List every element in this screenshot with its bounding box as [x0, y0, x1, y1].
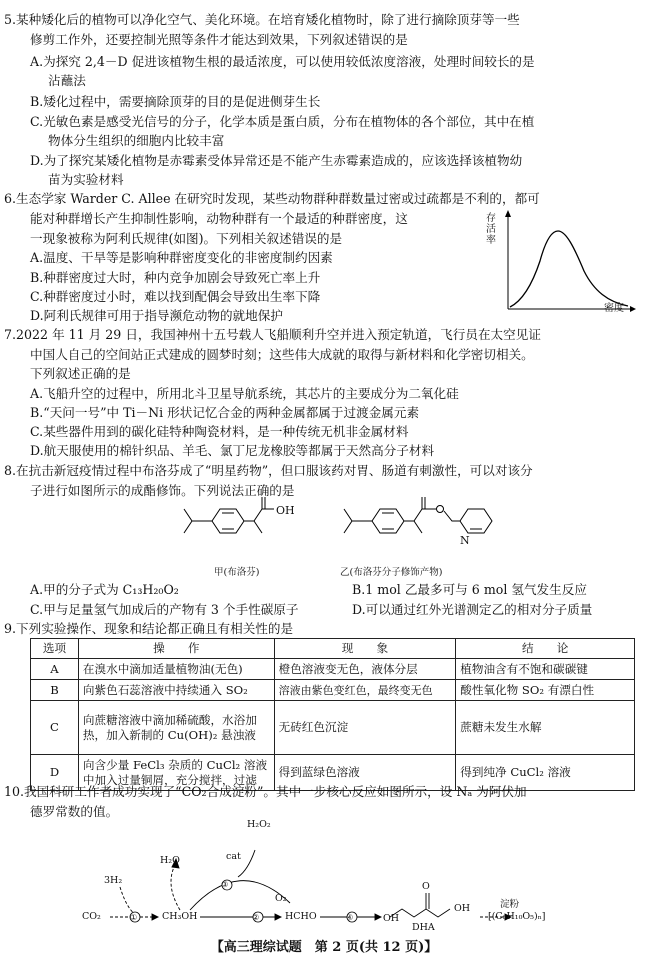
experiment-table	[30, 638, 635, 791]
label-step1: ①	[130, 913, 138, 922]
table-cell: B	[31, 680, 79, 701]
q5-option-d-cont: 苗为实验材料	[48, 172, 124, 187]
reaction-diagram	[80, 815, 550, 935]
q5-option-a-cont: 沾蘸法	[48, 73, 86, 88]
label-step4: ④	[346, 913, 354, 922]
label-dha-oh1: OH	[383, 913, 400, 924]
q6-option-b: B.种群密度过大时，种内竞争加剧会导致死亡率上升	[30, 270, 321, 285]
q7-option-c: C.某些器件用到的碳化硅特种陶瓷材料，是一种传统无机非金属材料	[30, 424, 409, 439]
table-cell: A	[31, 659, 79, 680]
table-cell: 蔗糖未发生水解	[456, 701, 635, 755]
table-cell: 在溴水中滴加适量植物油(无色)	[78, 659, 274, 680]
q5-option-c-cont: 物体分生组织的细胞内比较丰富	[48, 133, 225, 148]
q8-option-c: C.甲与足量氢气加成后的产物有 3 个手性碳原子	[30, 602, 299, 617]
q8-stem: 8.在抗击新冠疫情过程中布洛芬成了“明星药物”，但口服该药对胃、肠道有刺激性，可以对该分	[4, 463, 533, 478]
table-cell: 溶液由紫色变红色，最终变无色	[274, 680, 456, 701]
label-step2: ②	[252, 913, 260, 922]
label-step3: ③	[221, 880, 229, 889]
molecule-ester	[340, 493, 530, 583]
table-cell: 向蔗糖溶液中滴加稀硫酸，水浴加热，加入新制的 Cu(OH)₂ 悬浊液	[78, 701, 274, 755]
label-h2o: H₂O	[160, 855, 180, 866]
label-cat: cat	[226, 851, 241, 862]
allee-graph	[486, 209, 636, 317]
survival-curve	[510, 231, 628, 307]
page-footer: 【高三理综试题 第 2 页(共 12 页)】	[210, 940, 438, 955]
q6-stem-cont: 能对种群增长产生抑制性影响，动物种群有一个最适的种群密度，这	[30, 211, 408, 226]
table-header: 结 论	[456, 639, 635, 659]
q7-option-d: D.航天服使用的棉针织品、羊毛、氯丁尼龙橡胶等都属于天然高分子材料	[30, 443, 435, 458]
q5-option-b: B.矮化过程中，需要摘除顶芽的目的是促进侧芽生长	[30, 94, 321, 109]
table-row	[31, 680, 635, 701]
graph-x-label: 密度	[604, 303, 624, 314]
q5-option-a: A.为探究 2,4－D 促进该植物生根的最适浓度，可以使用较低浓度溶液，处理时间较长的是	[30, 54, 535, 69]
q8-option-b: B.1 mol 乙最多可与 6 mol 氢气发生反应	[352, 582, 587, 597]
q6-option-c: C.种群密度过小时，难以找到配偶会导致出生率下降	[30, 289, 321, 304]
q5-stem-cont: 修剪工作外，还要控制光照等条件才能达到效果，下列叙述错误的是	[30, 32, 408, 47]
table-cell: 无砖红色沉淀	[274, 701, 456, 755]
label-h2o2: H₂O₂	[247, 819, 271, 830]
q6-stem: 6.生态学家 Warder C. Allee 在研究时发现，某些动物群种群数量过密或过疏都是不利的，都可	[4, 191, 540, 206]
q6-option-d: D.阿利氏规律可用于指导濒危动物的就地保护	[30, 308, 283, 323]
label-co2: CO₂	[82, 911, 101, 922]
label-hcho: HCHO	[285, 911, 317, 922]
q5-option-d: D.为了探究某矮化植物是赤霉素受体异常还是不能产生赤霉素造成的，应该选择该植物幼	[30, 153, 523, 168]
q7-option-a: A.飞船升空的过程中，所用北斗卫星导航系统，其芯片的主要成分为二氧化硅	[30, 386, 459, 401]
q6-stem-cont2: 一现象被称为阿利氏规律(如图)。下列相关叙述错误的是	[30, 231, 343, 246]
q7-stem: 7.2022 年 11 月 29 日，我国神州十五号载人飞船顺利升空并进入预定轨道，飞行员在太空见证	[4, 327, 541, 342]
table-row	[31, 659, 635, 680]
table-cell: 橙色溶液变无色，液体分层	[274, 659, 456, 680]
ibuprofen-oh: OH	[276, 504, 295, 517]
table-cell: 植物油含有不饱和碳碳键	[456, 659, 635, 680]
table-header: 选项	[31, 639, 79, 659]
q6-option-a: A.温度、干旱等是影响种群密度变化的非密度制约因素	[30, 250, 333, 265]
table-row	[31, 701, 635, 755]
q10-stem-cont: 德罗常数的值。	[30, 804, 119, 819]
label-h2: 3H₂	[104, 875, 123, 886]
molecule-ibuprofen	[180, 493, 320, 583]
q10-stem: 10.我国科研工作者成功实现了“CO₂合成淀粉”。其中一步核心反应如图所示，设 Nₐ 为阿伏加	[4, 784, 527, 799]
q8-option-d: D.可以通过红外光谱测定乙的相对分子质量	[352, 602, 593, 617]
q7-stem-cont2: 下列叙述正确的是	[30, 366, 131, 381]
q9-stem: 9.下列实验操作、现象和结论都正确且有相关性的是	[4, 621, 294, 636]
q7-option-b: B.“天问一号”中 Ti－Ni 形状记忆合金的两种金属都属于过渡金属元素	[30, 405, 420, 420]
label-dha-oh2: OH	[454, 903, 471, 914]
q8-option-a: A.甲的分子式为 C₁₃H₂₀O₂	[30, 582, 179, 597]
label-dha-o: O	[422, 881, 430, 892]
table-header: 现 象	[274, 639, 456, 659]
table-header: 操 作	[78, 639, 274, 659]
table-cell: 得到纯净 CuCl₂ 溶液	[456, 755, 635, 791]
ester-label: 乙(布洛芬分子修饰产物)	[340, 567, 443, 578]
table-cell: C	[31, 701, 79, 755]
label-dha: DHA	[412, 922, 435, 933]
table-cell: D	[31, 755, 79, 791]
q5-option-c: C.光敏色素是感受光信号的分子，化学本质是蛋白质，分布在植物体的各个部位，其中在植	[30, 114, 535, 129]
label-o2: O₂	[275, 893, 287, 904]
q8-stem-cont: 子进行如图所示的成酯修饰。下列说法正确的是	[30, 483, 295, 498]
label-starch: 淀粉	[500, 899, 520, 910]
table-cell: 得到蓝绿色溶液	[274, 755, 456, 791]
label-starch-formula: [(C₆H₁₀O₅)ₙ]	[488, 911, 546, 922]
table-cell: 酸性氧化物 SO₂ 有漂白性	[456, 680, 635, 701]
label-ch3oh: CH₃OH	[162, 911, 198, 922]
table-cell: 向含少量 FeCl₃ 杂质的 CuCl₂ 溶液中加入过量铜屑，充分搅拌，过滤	[78, 755, 274, 791]
graph-y-label: 存活率	[486, 213, 496, 246]
ester-n: N	[460, 534, 470, 547]
table-header-row	[31, 639, 635, 659]
ibuprofen-label: 甲(布洛芬)	[214, 567, 260, 578]
q5-stem: 5.某种矮化后的植物可以净化空气、美化环境。在培育矮化植物时，除了进行摘除顶芽等一些	[4, 12, 520, 27]
q7-stem-cont: 中国人自己的空间站正式建成的圆梦时刻；这些伟大成就的取得与新材料和化学密切相关。	[30, 347, 534, 362]
table-cell: 向紫色石蕊溶液中持续通入 SO₂	[78, 680, 274, 701]
